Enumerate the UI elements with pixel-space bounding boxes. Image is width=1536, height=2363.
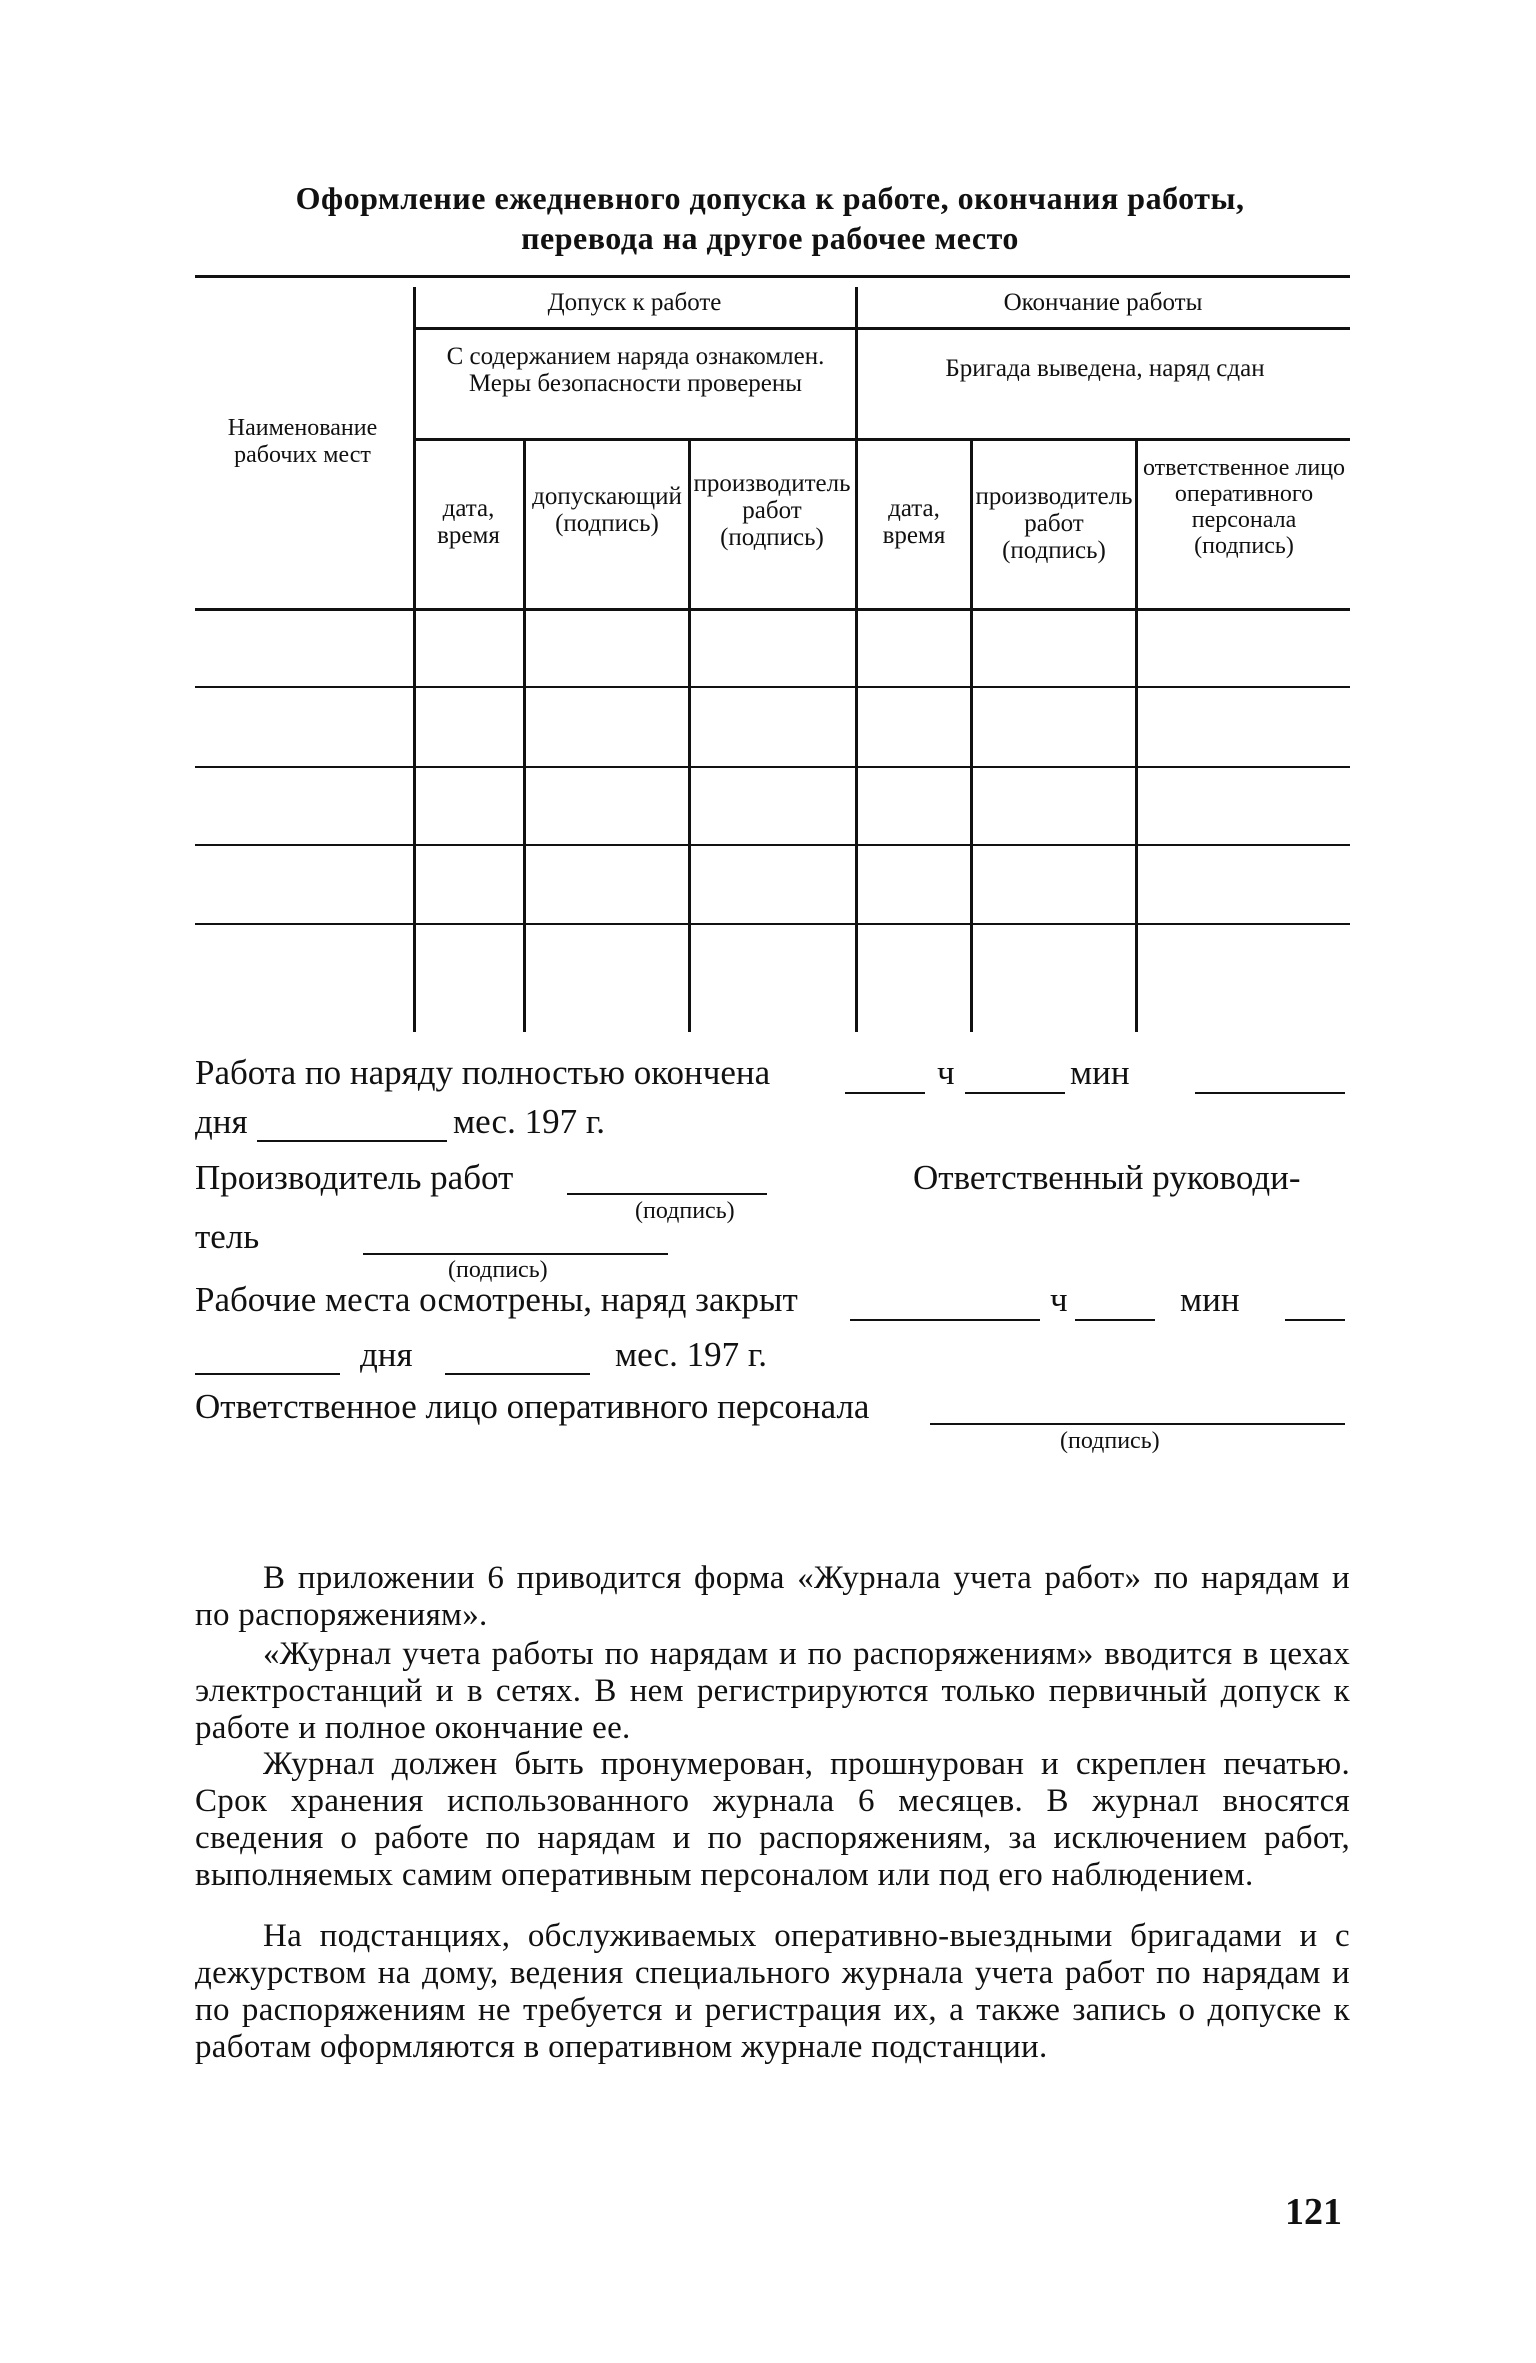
responsible-signature-blank[interactable] [363, 1253, 668, 1255]
operative-signature-blank[interactable] [930, 1423, 1345, 1425]
header-end: Окончание работы [1003, 289, 1203, 316]
signature-caption: (подпись) [448, 1257, 548, 1283]
col-divider [855, 287, 858, 1032]
row-line [195, 923, 1350, 925]
paragraph-4: На подстанциях, обслуживаемых оперативно-выездными бригадами и с дежурством на дому, ведения специального журнала учета работ по нарядам и по распоряжениям не требуется и регистрация их, а также запись о допуске к работам оформляются в оперативном журнале подстанции. [195, 1918, 1350, 2065]
hours-label-2: ч [1050, 1280, 1068, 1319]
header-bottom-rule [195, 608, 1350, 611]
minutes-blank[interactable] [965, 1092, 1065, 1094]
hours-blank[interactable] [845, 1092, 925, 1094]
header-date1: дата, время [437, 495, 500, 549]
signature-caption: (подпись) [1060, 1428, 1160, 1454]
page-title: Оформление ежедневного допуска к работе, окончания работы, перевода на другое рабочее место [295, 180, 1245, 256]
hours-blank-2[interactable] [850, 1319, 1040, 1321]
col-divider [523, 438, 526, 1032]
inspected-label: Рабочие места осмотрены, наряд закрыт [195, 1280, 798, 1319]
minutes-label-2: мин [1180, 1280, 1240, 1319]
group-header-rule [413, 327, 1350, 330]
month-year: мес. 197 г. [453, 1102, 605, 1141]
header-producer2: производитель работ (подпись) [975, 483, 1133, 564]
header-responsible: ответственное лицо оперативного персонала (подпись) [1142, 455, 1346, 559]
page-number: 121 [1285, 2191, 1342, 2233]
signature-caption: (подпись) [635, 1198, 735, 1224]
header-producer1: производитель работ (подпись) [693, 470, 851, 551]
header-date2: дата, время [882, 495, 946, 549]
col-divider [1135, 438, 1138, 1032]
row-line [195, 844, 1350, 846]
date-blank[interactable] [1195, 1092, 1345, 1094]
col-divider [688, 438, 691, 1032]
paragraph-2: «Журнал учета работы по нарядам и по распоряжениям» вводится в цехах электростанций и в сетях. В нем регистрируются только первичный допуск к работе и полное окончание ее. [195, 1636, 1350, 1746]
header-admission-sub: С содержанием наряда ознакомлен. Меры безопасности проверены [446, 343, 825, 397]
row-line [195, 766, 1350, 768]
responsible-label-cont: тель [195, 1217, 260, 1256]
producer-signature-blank[interactable] [567, 1193, 767, 1195]
day-label: дня [195, 1102, 248, 1141]
table-top-rule [195, 275, 1350, 278]
header-workplace: Наименование рабочих мест [227, 415, 378, 468]
day-blank[interactable] [257, 1140, 447, 1142]
row-line [195, 686, 1350, 688]
sub-header-rule [413, 438, 1350, 441]
date-blank-2[interactable] [1285, 1319, 1345, 1321]
admission-table [195, 275, 1350, 1035]
month-year-2: мес. 197 г. [615, 1335, 767, 1374]
producer-label: Производитель работ [195, 1158, 514, 1197]
responsible-label: Ответственный руководи- [913, 1158, 1301, 1197]
col-divider [970, 438, 973, 1032]
hours-label: ч [937, 1053, 955, 1092]
header-admitting: допускающий (подпись) [532, 483, 682, 537]
work-finished-label: Работа по наряду полностью окончена [195, 1053, 771, 1092]
minutes-blank-2[interactable] [1075, 1319, 1155, 1321]
col-divider [413, 287, 416, 1032]
header-admission: Допуск к работе [547, 289, 722, 316]
header-end-sub: Бригада выведена, наряд сдан [945, 355, 1265, 382]
paragraph-3: Журнал должен быть пронумерован, прошнурован и скреплен печатью. Срок хранения использованного журнала 6 месяцев. В журнал вносятся сведения о работе по нарядам и по распоряжениям, за исключением работ, выполняемых самим оперативным персоналом или под его наблюдением. [195, 1746, 1350, 1893]
minutes-label: мин [1070, 1053, 1130, 1092]
date-blank-3[interactable] [195, 1373, 340, 1375]
paragraph-1: В приложении 6 приводится форма «Журнала учета работ» по нарядам и по распоряжениям». [195, 1560, 1350, 1633]
operative-label: Ответственное лицо оперативного персонала [195, 1387, 870, 1426]
day-label-2: дня [360, 1335, 413, 1374]
day-blank-2[interactable] [445, 1373, 590, 1375]
